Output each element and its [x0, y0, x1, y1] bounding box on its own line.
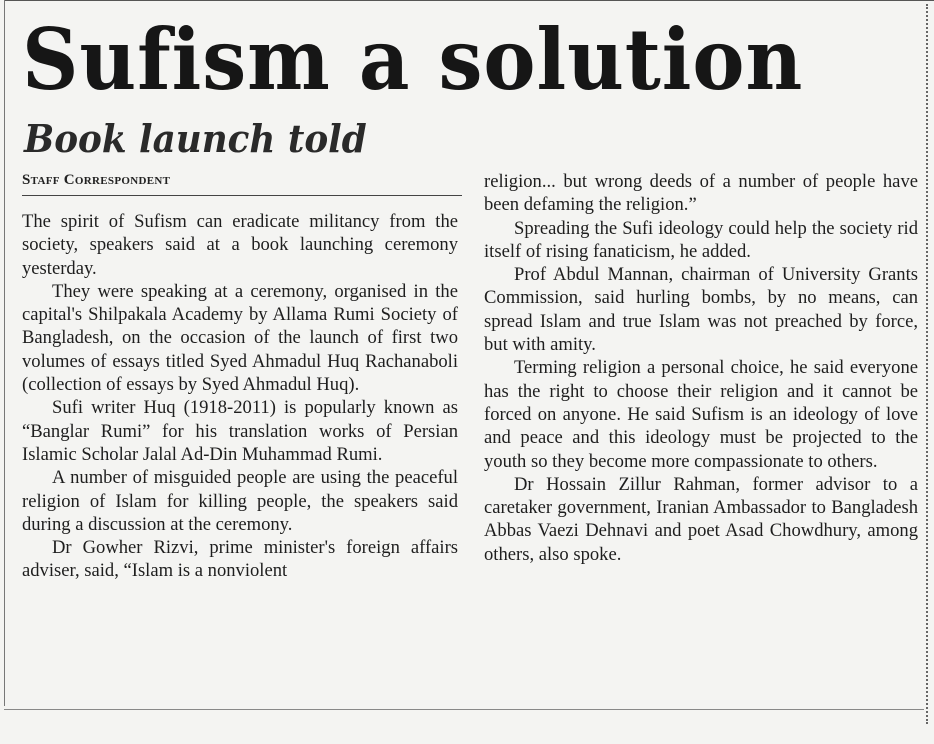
paragraph: Prof Abdul Mannan, chairman of University Grants Commission, said hurling bombs, by no means, can spread Islam and true Islam was not preached by force, but with amity.	[484, 264, 918, 356]
subheadline: Book launch told	[24, 116, 367, 161]
byline: Staff Correspondent	[22, 172, 171, 188]
right-dotted-border	[926, 4, 928, 724]
paragraph: Dr Gowher Rizvi, prime minister's foreign affairs adviser, said, “Islam is a nonviolent	[22, 537, 458, 582]
paragraph: Dr Hossain Zillur Rahman, former advisor to a caretaker government, Iranian Ambassador to Bangladesh Abbas Vaezi Dehnavi and poet Asad Chowdhury, among others, also spoke.	[484, 473, 918, 565]
left-rule	[4, 0, 5, 706]
top-rule	[4, 0, 934, 1]
bottom-rule	[4, 709, 924, 710]
paragraph: A number of misguided people are using the peaceful religion of Islam for killing people, the speakers said during a discussion at the ceremony.	[22, 467, 458, 535]
byline-rule	[22, 195, 462, 196]
paragraph: Sufi writer Huq (1918-2011) is popularly known as “Banglar Rumi” for his translation works of Persian Islamic Scholar Jalal Ad-Din Muhammad Rumi.	[22, 397, 458, 465]
left-column	[22, 210, 458, 583]
headline: Sufism a solution	[22, 10, 804, 109]
right-column	[484, 170, 918, 566]
paragraph: They were speaking at a ceremony, organised in the capital's Shilpakala Academy by Allama Rumi Society of Bangladesh, on the occasion of the launch of first two volumes of essays titled Syed Ahmadul Huq Rachanaboli (collection of essays by Syed Ahmadul Huq).	[22, 280, 458, 396]
paragraph: The spirit of Sufism can eradicate militancy from the society, speakers said at a book launching ceremony yesterday.	[22, 211, 458, 279]
paragraph: Terming religion a personal choice, he said everyone has the right to choose their religion and it cannot be forced on anyone. He said Sufism is an ideology of love and peace and this ideology must be projected to the youth so they become more compassionate to others.	[484, 357, 918, 472]
paragraph: religion... but wrong deeds of a number of people have been defaming the religion.”	[484, 171, 918, 216]
paragraph: Spreading the Sufi ideology could help the society rid itself of rising fanaticism, he added.	[484, 217, 918, 262]
